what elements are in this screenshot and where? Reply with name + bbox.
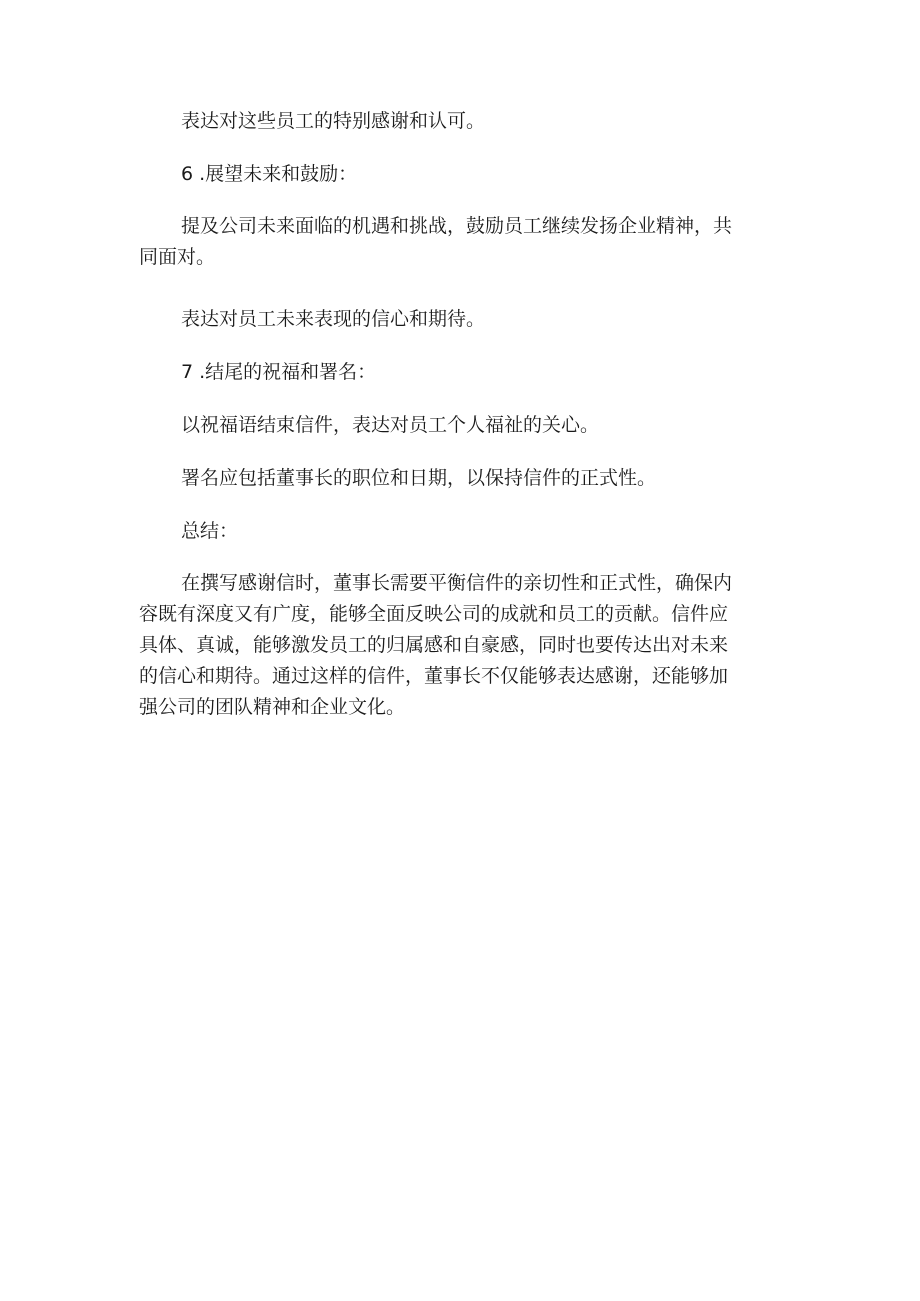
paragraph-line: 具体、真诚，能够激发员工的归属感和自豪感，同时也要传达出对未来 <box>139 634 729 656</box>
paragraph-line: 署名应包括董事长的职位和日期，以保持信件的正式性。 <box>181 467 657 489</box>
paragraph-line: 在撰写感谢信时，董事长需要平衡信件的亲切性和正式性，确保内 <box>181 572 733 594</box>
paragraph-line: 表达对员工未来表现的信心和期待。 <box>181 308 486 330</box>
heading-text: 7 .结尾的祝福和署名： <box>181 361 377 383</box>
paragraph-line: 容既有深度又有广度，能够全面反映公司的成就和员工的贡献。信件应 <box>139 603 729 625</box>
paragraph-blessing <box>139 410 779 441</box>
heading-text: 总结： <box>181 520 239 542</box>
paragraph-summary-body <box>139 568 779 723</box>
heading-item-6 <box>139 159 779 190</box>
heading-text: 6 .展望未来和鼓励： <box>181 163 358 185</box>
paragraph-confidence <box>139 304 779 335</box>
paragraph-future-challenges <box>139 211 779 273</box>
paragraph-line: 表达对这些员工的特别感谢和认可。 <box>181 110 486 132</box>
heading-summary <box>139 516 779 547</box>
paragraph-line: 同面对。 <box>139 246 216 268</box>
paragraph-line: 以祝福语结束信件，表达对员工个人福祉的关心。 <box>181 414 600 436</box>
paragraph-signature <box>139 463 779 494</box>
paragraph-line: 提及公司未来面临的机遇和挑战，鼓励员工继续发扬企业精神，共 <box>181 215 733 237</box>
paragraph-line: 强公司的团队精神和企业文化。 <box>139 696 406 718</box>
paragraph-line: 的信心和期待。通过这样的信件，董事长不仅能够表达感谢，还能够加 <box>139 665 729 687</box>
paragraph-thanks-recognition <box>139 106 779 137</box>
heading-item-7 <box>139 357 779 388</box>
